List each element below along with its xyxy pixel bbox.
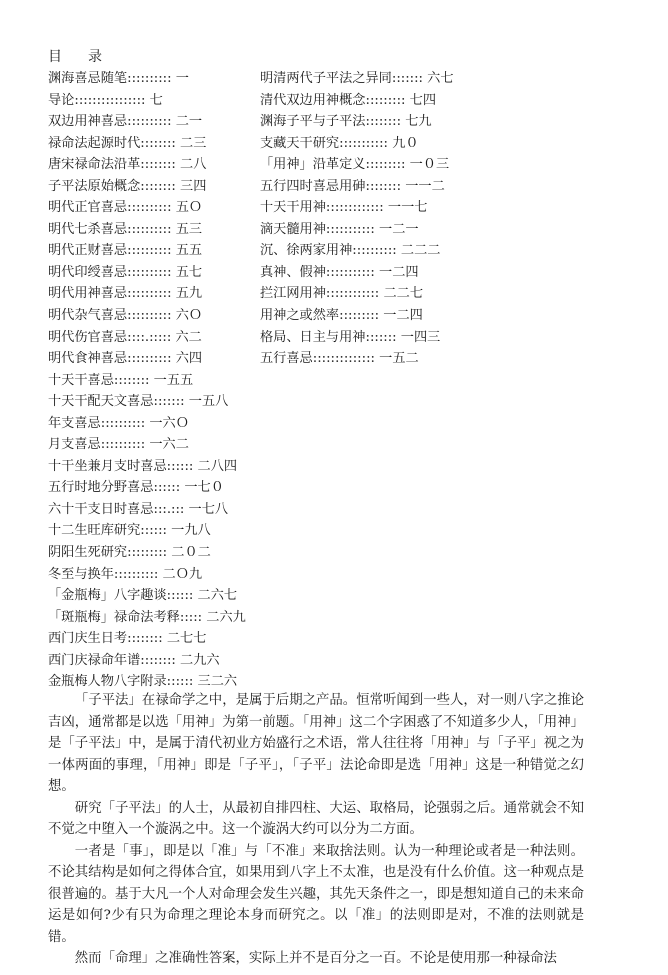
paragraph: 一者是「事」，即是以「准」与「不准」来取捨法则。认为一种理论或者是一种法则。不论其结构是如何之得体合宜，如果用到八字上不太准，也是没有什么价值。这一种观点是很普遍的。基于大凡一个人对命理会发生兴趣，其先天条件之一，即是想知道自己的未来命运是如何?少有只为命理之理论本身而研究之。以「准」的法则即是对，不准的法则就是错。 [48, 843, 584, 945]
toc-entry-text: 十天干用神::::::::::::: 一一七 [260, 200, 428, 216]
toc-entry-text: 十天干配天文喜忌::::::: 一五八 [48, 394, 229, 410]
toc-entry-text: 冬至与换年:::::::::: 二Ｏ九 [48, 566, 203, 582]
toc-entry [48, 348, 280, 370]
toc-entry-text: 明清两代子平法之异同::::::: 六七 [260, 71, 454, 86]
toc-entry-text: 双边用神喜忌:::::::::: 二一 [48, 114, 203, 130]
toc-entry-text: 「金瓶梅」八字趣谈:::::: 二六七 [48, 588, 238, 604]
toc-entry [48, 219, 280, 241]
toc-entry-text: 拦江网用神:::::::::::: 二二七 [260, 286, 424, 302]
toc-entry [48, 90, 280, 112]
toc-entry [48, 585, 280, 607]
toc-entry [260, 197, 520, 219]
toc-heading [48, 46, 102, 66]
toc-entry-text: 五行时地分野喜忌:::::: 一七０ [48, 480, 224, 496]
toc-entry-text: 支藏天干研究::::::::::: 九０ [260, 135, 419, 151]
toc-entry-text: 月支喜忌:::::::::: 一六二 [48, 437, 189, 453]
toc-entry-text: 明代食神喜忌:::::::::: 六四 [48, 351, 203, 367]
toc-entry [260, 305, 520, 327]
toc-entry-text: 年支喜忌:::::::::: 一六Ｏ [48, 415, 189, 431]
toc-entry-text: 明代正财喜忌:::::::::: 五五 [48, 243, 203, 259]
toc-entry-text: 五行喜忌:::::::::::::: 一五二 [260, 351, 419, 367]
toc-entry [260, 154, 520, 176]
toc-entry-text: 明代印绶喜忌:::::::::: 五七 [48, 264, 203, 280]
toc-entry [260, 111, 520, 133]
toc-entry [48, 370, 280, 392]
toc-entry [48, 542, 280, 564]
toc-entry [48, 262, 280, 284]
toc-entry-text: 明代杂气喜忌:::::::::: 六Ｏ [48, 308, 203, 324]
toc-entry [48, 111, 280, 133]
toc-entry-text: 渊海子平与子平法:::::::: 七九 [260, 114, 432, 130]
toc-entry-text: 明代用神喜忌:::::::::: 五九 [48, 286, 203, 302]
toc-entry-text: 禄命法起源时代:::::::: 二三 [48, 135, 207, 151]
toc-entry-text: 渊海喜忌随笔:::::::::: 一 [48, 71, 189, 86]
toc-entry-text: 滴天髓用神::::::::::: 一二一 [260, 221, 419, 237]
paragraph: 「子平法」在禄命学之中，是属于后期之产品。恒常听闻到一些人，对一则八字之推论吉凶，通常都是以选「用神」为第一前题。「用神」这二个字困惑了不知道多少人，「用神」是「子平法」中，是属于清代初业方始盛行之术语，常人往往将「用神」与「子平」视之为一体两面的事理，「用神」即是「子平」，「子平」法论命即是选「用神」这是一种错觉之幻想。 [48, 693, 584, 794]
toc-entry-text: 明代伤官喜忌::::.::::: 六二 [48, 329, 202, 345]
toc-entry-text: 沉、徐两家用神:::::::::: 二二二 [260, 243, 441, 259]
toc-entry-text: 格局、日主与用神::::::: 一四三 [260, 329, 441, 345]
toc-entry-text: 「斑瓶梅」禄命法考释::::: 二六九 [48, 609, 246, 625]
toc-entry-text: 用神之或然率::::::::: 一二四 [260, 308, 423, 324]
toc-entry-text: 十干坐兼月支时喜忌:::::: 二八四 [48, 458, 238, 474]
toc-entry [48, 197, 280, 219]
toc-entry [48, 456, 280, 478]
toc-entry [48, 499, 280, 521]
toc-entry [260, 90, 520, 112]
toc-entry-text: 明代七杀喜忌:::::::::: 五三 [48, 221, 203, 237]
toc-entry [48, 650, 280, 672]
paragraph: 研究「子平法」的人士，从最初自排四柱、大运、取格局，论强弱之后。通常就会不知不觉之中堕入一个漩涡之中。这一个漩涡大约可以分为二方面。 [48, 800, 584, 837]
toc-heading-part1: 目 [48, 49, 62, 65]
toc-heading-part2: 录 [88, 49, 102, 65]
toc-entry [48, 607, 280, 629]
toc-entry [48, 305, 280, 327]
toc-entry [260, 348, 520, 370]
toc-entry [48, 283, 280, 305]
toc-entry [260, 327, 520, 349]
toc-entry-text: 十二生旺库研究:::::: 一九八 [48, 523, 211, 539]
toc-entry [48, 477, 280, 499]
toc-entry-text: 西门庆禄命年谱:::::::: 二九六 [48, 652, 220, 668]
toc-entry [48, 520, 280, 542]
toc-entry-text: 明代正官喜忌:::::::::: 五Ｏ [48, 200, 203, 216]
toc-entry [48, 564, 280, 586]
toc-entry [48, 327, 280, 349]
toc-entry [260, 133, 520, 155]
toc-entry [48, 413, 280, 435]
toc-left-column [48, 68, 280, 693]
paragraph: 然而「命理」之准确性答案，实际上并不是百分之一百。不论是使用那一种禄命法 [74, 951, 557, 966]
toc-entry-text: 清代双边用神概念::::::::: 七四 [260, 92, 437, 108]
toc-entry-text: 六十干支日时喜忌:::.::: 一七八 [48, 501, 229, 517]
toc-entry-text: 十天干喜忌:::::::: 一五五 [48, 372, 194, 388]
body-text [48, 690, 584, 970]
toc-right-column [260, 68, 520, 370]
toc-entry [48, 154, 280, 176]
toc-entry [260, 240, 520, 262]
toc-entry [260, 219, 520, 241]
toc-entry-text: 「用神」沿革定义::::::::: 一０三 [260, 157, 450, 173]
toc-entry [48, 68, 280, 90]
toc-entry [48, 133, 280, 155]
toc-entry-text: 真神、假神::::::::::: 一二四 [260, 264, 419, 280]
toc-entry [260, 283, 520, 305]
toc-entry [48, 176, 280, 198]
toc-entry-text: 子平法原始概念:::::::: 三四 [48, 178, 207, 194]
toc-entry [48, 240, 280, 262]
toc-entry [48, 628, 280, 650]
toc-entry-text: 导论:::::::::::::::: 七 [48, 92, 163, 108]
toc-entry-text: 阴阳生死研究::::::::: 二０二 [48, 545, 211, 561]
toc-entry-text: 西门庆生日考:::::::: 二七七 [48, 631, 207, 647]
toc-entry [48, 434, 280, 456]
toc-entry-text: 五行四时喜忌用砷:::::::: 一一二 [260, 178, 445, 194]
toc-entry [260, 262, 520, 284]
toc-entry [260, 176, 520, 198]
toc-entry [260, 68, 520, 90]
toc-entry-text: 唐宋禄命法沿革:::::::: 二八 [48, 157, 207, 173]
toc-entry [48, 391, 280, 413]
toc-entry-text: 金瓶梅人物八字附录:::::: 三二六 [48, 674, 238, 690]
